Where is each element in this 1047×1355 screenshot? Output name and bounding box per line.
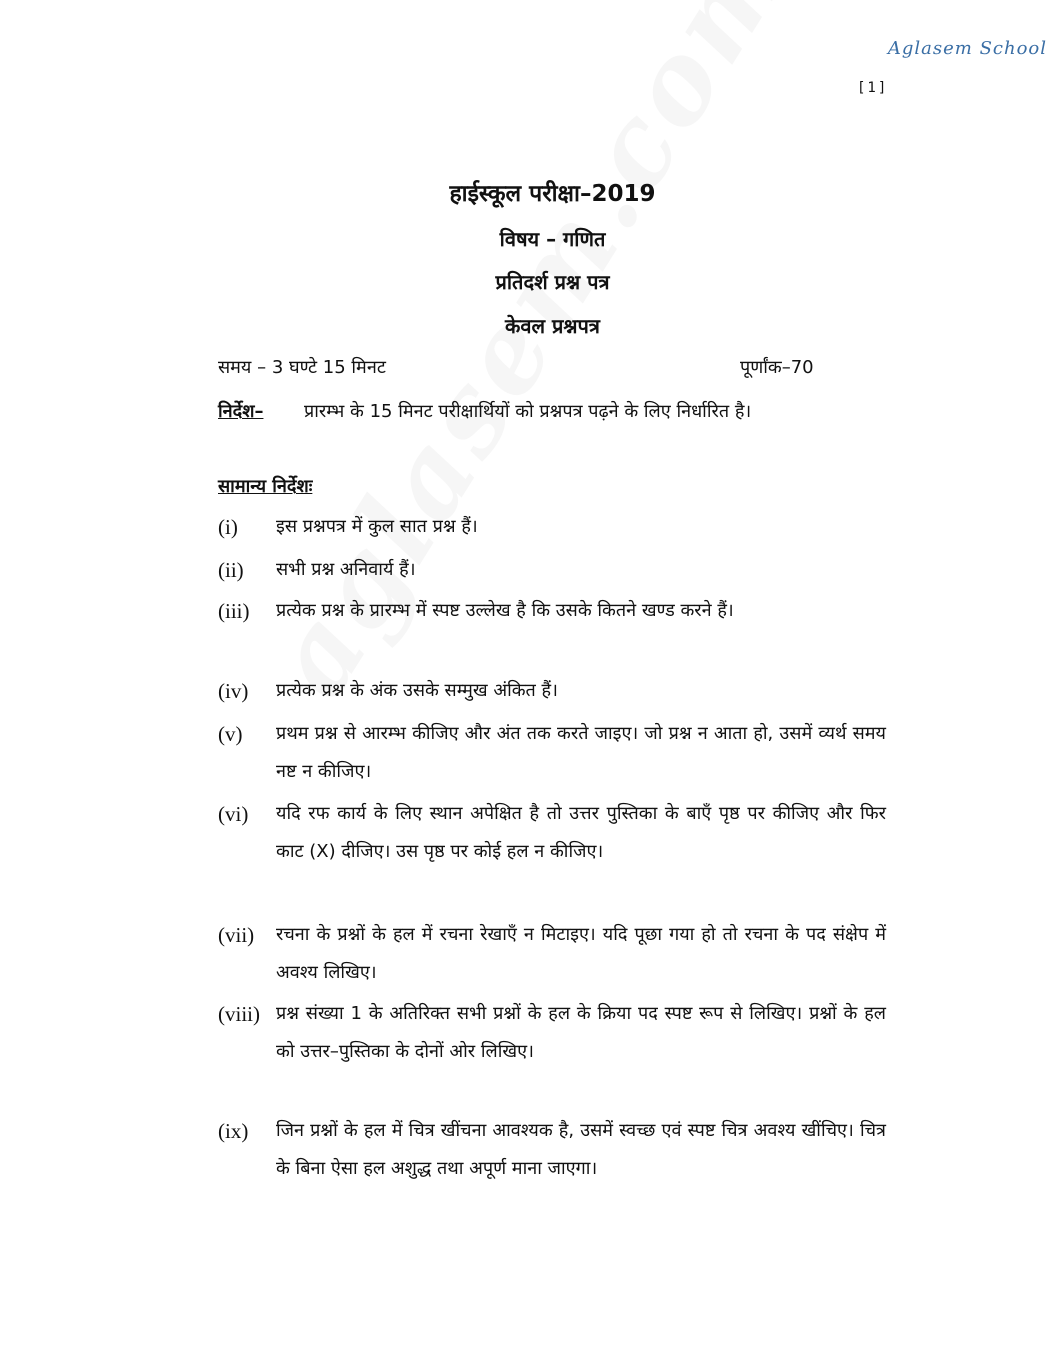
instruction-number: (iv)	[218, 679, 249, 703]
instruction-number: (i)	[218, 515, 238, 539]
instruction-item	[218, 795, 886, 871]
instruction-text: रचना के प्रश्नों के हल में रचना रेखाएँ न मिटाइए। यदि पूछा गया हो तो रचना के पद संक्षेप में अवश्य लिखिए।	[276, 924, 886, 983]
instruction-item	[218, 672, 886, 710]
directive-block	[218, 397, 886, 427]
instruction-item	[218, 508, 886, 546]
instruction-text: प्रत्येक प्रश्न के प्रारम्भ में स्पष्ट उल्लेख है कि उसके कितने खण्ड करने हैं।	[276, 600, 734, 621]
instruction-text: इस प्रश्नपत्र में कुल सात प्रश्न हैं।	[276, 516, 478, 537]
instruction-text: प्रत्येक प्रश्न के अंक उसके सम्मुख अंकित हैं।	[276, 680, 558, 701]
instruction-text: जिन प्रश्नों के हल में चित्र खींचना आवश्यक है, उसमें स्वच्छ एवं स्पष्ट चित्र अवश्य खींचिए। चित्र के बिना ऐसा हल अशुद्ध तथा अपूर्ण माना जाएगा।	[276, 1120, 886, 1179]
page-number: [1]	[857, 80, 889, 96]
instruction-number: (vi)	[218, 802, 249, 826]
max-marks: पूर्णांक–70	[740, 357, 814, 378]
instruction-number: (iii)	[218, 599, 250, 623]
subject-heading: विषय – गणित	[499, 227, 606, 251]
instruction-text: सभी प्रश्न अनिवार्य हैं।	[276, 559, 416, 580]
instruction-text: यदि रफ कार्य के लिए स्थान अपेक्षित है तो उत्तर पुस्तिका के बाएँ पृष्ठ पर कीजिए और फिर काट (X) दीजिए। उस पृष्ठ पर कोई हल न कीजिए।	[276, 803, 886, 862]
instruction-item	[218, 995, 886, 1071]
instruction-number: (v)	[218, 722, 243, 746]
instruction-number: (viii)	[218, 1002, 260, 1026]
exam-title: हाईस्कूल परीक्षा–2019	[449, 181, 656, 207]
instruction-item	[218, 1112, 886, 1188]
paper-only-heading: केवल प्रश्नपत्र	[505, 314, 600, 338]
brand-label: Aglasem School	[887, 38, 1047, 59]
general-instructions-heading: सामान्य निर्देशः	[218, 476, 313, 497]
instruction-item	[218, 592, 886, 630]
instruction-number: (ix)	[218, 1119, 249, 1143]
instruction-number: (vii)	[218, 923, 255, 947]
time-allowed: समय – 3 घण्टे 15 मिनट	[218, 357, 386, 378]
directive-label: निर्देश–	[218, 401, 264, 422]
instruction-item	[218, 715, 886, 791]
instruction-text: प्रश्न संख्या 1 के अतिरिक्त सभी प्रश्नों के हल के क्रिया पद स्पष्ट रूप से लिखिए। प्रश्नों के हल को उत्तर–पुस्तिका के दोनों ओर लिखिए।	[276, 1003, 886, 1062]
instruction-item	[218, 551, 886, 589]
paper-type-heading: प्रतिदर्श प्रश्न पत्र	[495, 270, 610, 294]
instruction-text: प्रथम प्रश्न से आरम्भ कीजिए और अंत तक करते जाइए। जो प्रश्न न आता हो, उसमें व्यर्थ समय नष्ट न कीजिए।	[276, 723, 886, 782]
directive-text: प्रारम्भ के 15 मिनट परीक्षार्थियों को प्रश्नपत्र पढ़ने के लिए निर्धारित है।	[304, 401, 752, 422]
instruction-item	[218, 916, 886, 992]
instruction-number: (ii)	[218, 558, 244, 582]
